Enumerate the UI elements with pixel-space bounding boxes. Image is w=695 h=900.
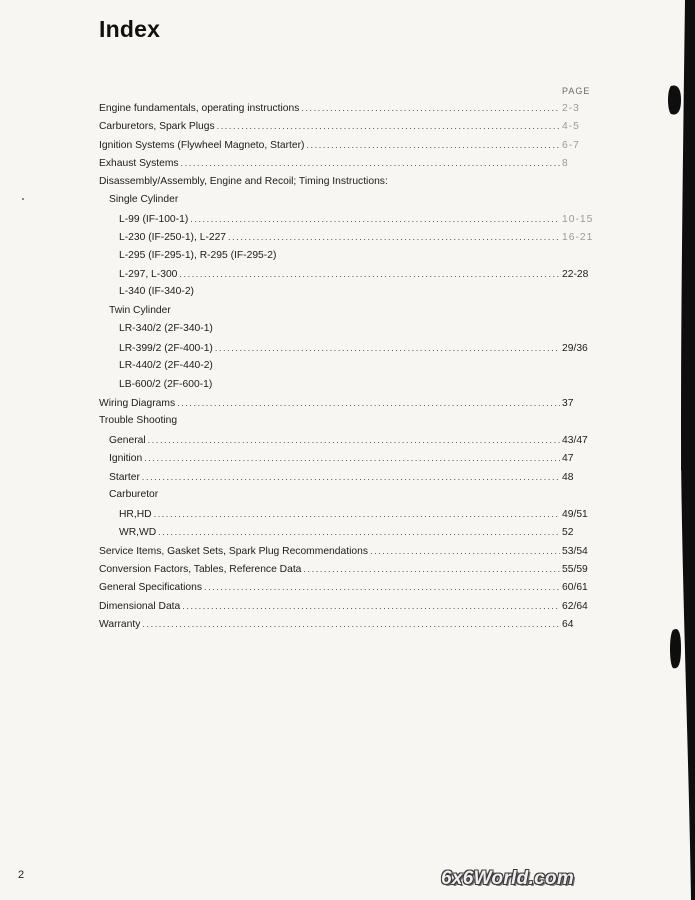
index-entry [99,523,592,541]
dot-leader [144,449,560,467]
index-entry-page: 29/36 [562,342,588,354]
index-entry-label: WR,WD [119,527,157,539]
index-entry-label: Wiring Diagrams [99,398,176,409]
dot-leader [181,154,560,172]
index-entry-page: 47 [562,453,574,465]
index-entry-label: L-295 (IF-295-1), R-295 (IF-295-2) [119,249,277,261]
index-entry-label: General Specifications [99,582,203,594]
index-entry-label: Dimensional Data [99,600,181,612]
index-entry-label: Warranty [99,619,141,631]
index-entry-label: Ignition Systems (Flywheel Magneto, Starter) [99,139,305,151]
index-entry [99,320,592,338]
index-entry [99,505,592,523]
dot-leader [303,560,560,578]
index-entry [99,412,592,430]
index-entry-page: 8 [562,158,569,170]
dot-leader [179,265,560,283]
index-entry-label: Service Items, Gasket Sets, Spark Plug Recommendations [99,545,368,557]
watermark-logo: 6x6World.com [441,868,575,889]
index-entry-page: 2-3 [562,103,580,114]
index-entry-label: Carburetors, Spark Plugs [99,121,215,133]
index-entry-page: 49/51 [562,508,588,520]
dot-leader [217,117,560,135]
dot-leader [370,542,560,560]
index-entry [99,376,592,394]
index-entry [99,247,592,265]
scan-speck [22,198,24,200]
page-title: Index [99,16,161,42]
index-entry-label: Ignition [109,453,143,465]
index-entry [99,191,592,209]
index-entry-page: 16-21 [562,232,594,244]
index-entry-page: 55/59 [562,563,588,575]
index-entry [99,560,592,578]
index-entry [99,615,592,633]
index-entry [99,357,592,375]
dot-leader [177,394,560,412]
index-entry-page: 64 [562,619,574,631]
index-entry-label: Exhaust Systems [99,158,179,170]
index-entry [99,486,592,504]
index-entry [99,210,592,228]
index-entry-page: 60/61 [562,582,588,594]
index-entry-label: General [109,434,146,446]
index-entry-page: 62/64 [562,600,588,612]
dot-leader [142,468,560,486]
index-entry-label: Engine fundamentals, operating instructions [99,103,300,114]
index-list [99,99,592,634]
index-entry [99,265,592,283]
dot-leader [182,597,560,615]
index-entry [99,431,592,449]
dot-leader [154,505,560,523]
index-entry-page: 53/54 [562,545,588,557]
index-entry-label: LR-399/2 (2F-400-1) [119,342,213,354]
index-entry-label: Disassembly/Assembly, Engine and Recoil; Timing Instructions: [99,175,388,187]
index-entry-page: 4-5 [562,121,580,133]
index-entry [99,117,592,135]
index-entry-label: Carburetor [109,489,159,501]
binding-edge-shadow [651,0,695,900]
index-entry [99,99,592,117]
index-entry-page: 52 [562,527,574,539]
index-entry-label: Single Cylinder [109,194,179,206]
index-entry-page: 43/47 [562,434,588,446]
index-entry [99,228,592,246]
index-entry-label: Starter [109,471,140,483]
index-entry-page: 48 [562,471,574,483]
page-column-header: PAGE [562,86,591,96]
index-entry-page: 6-7 [562,139,580,151]
dot-leader [204,578,560,596]
index-entry [99,542,592,560]
index-entry [99,154,592,172]
dot-leader [228,228,560,246]
index-entry [99,136,592,154]
index-entry-page: 22-28 [562,268,589,280]
dot-leader [190,210,560,228]
index-entry-label: Trouble Shooting [99,415,178,427]
index-entry [99,302,592,320]
dot-leader [142,615,560,633]
dot-leader [306,136,560,154]
index-entry-label: L-230 (IF-250-1), L-227 [119,232,227,244]
index-entry-label: Twin Cylinder [109,304,171,316]
index-entry [99,597,592,615]
index-entry-page: 10-15 [562,213,594,225]
index-entry-label: Conversion Factors, Tables, Reference Data [99,563,302,575]
index-entry [99,173,592,191]
index-entry-label: L-297, L-300 [119,268,178,280]
index-entry [99,283,592,301]
dot-leader [215,339,560,357]
index-entry-label: L-99 (IF-100-1) [119,213,189,225]
page-number: 2 [18,869,25,881]
index-entry [99,339,592,357]
index-entry-page: 37 [562,398,574,409]
index-entry-label: L-340 (IF-340-2) [119,286,194,298]
dot-leader [148,431,560,449]
index-entry-label: HR,HD [119,508,152,520]
dot-leader [158,523,560,541]
index-entry [99,394,592,412]
index-entry [99,468,592,486]
index-entry-label: LR-340/2 (2F-340-1) [119,323,213,335]
index-entry [99,449,592,467]
index-entry-label: LR-440/2 (2F-440-2) [119,360,213,372]
index-entry [99,578,592,596]
dot-leader [301,99,560,117]
index-entry-label: LB-600/2 (2F-600-1) [119,378,213,390]
